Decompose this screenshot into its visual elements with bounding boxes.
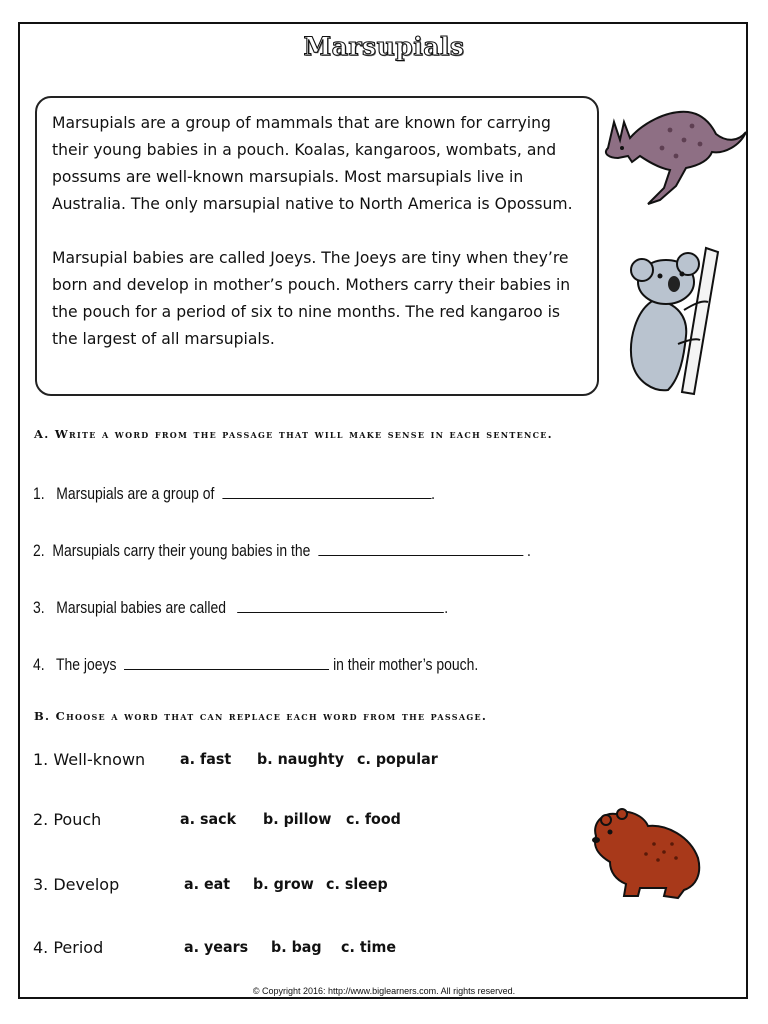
page-title: Marsupials [303,32,465,61]
fill-in-text-end: in their mother’s pouch. [333,655,479,674]
passage-paragraph-1: Marsupials are a group of mammals that are known for carrying their young babies in a pouch. Koalas, kangaroos, wombats, and possums are well-known marsupials. Most marsupials live in Australia. The only marsupial native to North America is Opossum. [52,114,573,213]
option-a[interactable]: a. years [184,938,249,956]
answer-blank-2[interactable] [318,541,523,556]
option-b[interactable]: b. naughty [257,750,344,768]
section-a-heading: A. Write a word from the passage that will make sense in each sentence. [34,427,553,441]
option-c[interactable]: c. popular [357,750,438,768]
option-a[interactable]: a. fast [180,750,232,768]
fill-in-text: Marsupials carry their young babies in the [52,541,311,560]
passage-paragraph-2: Marsupial babies are called Joeys. The Joeys are tiny when they’re born and develop in mother’s pouch. Mothers carry their babies in the pouch for a period of six to nine months. The red kangaroo is the largest of all marsupials. [52,249,571,348]
fill-in-text-end: . [444,598,449,617]
fill-in-text-end: . [431,484,436,503]
option-b[interactable]: b. grow [253,875,314,893]
fill-in-number: 4. [33,655,45,674]
answer-blank-3[interactable] [238,598,445,613]
vocab-word: 4. Period [33,938,104,957]
fill-in-item-2 [33,541,531,561]
fill-in-number: 2. [33,541,45,560]
fill-in-item-1 [33,484,435,504]
answer-blank-4[interactable] [124,655,329,670]
option-a[interactable]: a. eat [184,875,231,893]
fill-in-text: Marsupial babies are called [56,598,226,617]
fill-in-item-3 [33,598,448,618]
koala-illustration [624,244,724,398]
option-b[interactable]: b. pillow [263,810,332,828]
fill-in-number: 1. [33,484,45,503]
option-c[interactable]: c. time [341,938,397,956]
option-c[interactable]: c. food [346,810,401,828]
vocab-word: 2. Pouch [33,810,102,829]
vocab-word: 3. Develop [33,875,120,894]
copyright-notice: © Copyright 2016: http://www.biglearners.com. All rights reserved. [252,986,516,996]
fill-in-text-end: . [523,541,531,560]
fill-in-number: 3. [33,598,45,617]
kangaroo-illustration [600,100,748,210]
fill-in-item-4 [33,655,478,675]
reading-passage [35,96,599,396]
vocab-word: 1. Well-known [33,750,146,769]
option-c[interactable]: c. sleep [326,875,388,893]
option-a[interactable]: a. sack [180,810,237,828]
wombat-illustration [586,806,704,900]
option-b[interactable]: b. bag [271,938,322,956]
fill-in-text: Marsupials are a group of [56,484,215,503]
section-b-heading: B. Choose a word that can replace each word from the passage. [34,709,488,723]
fill-in-text: The joeys [56,655,117,674]
answer-blank-1[interactable] [222,484,431,499]
